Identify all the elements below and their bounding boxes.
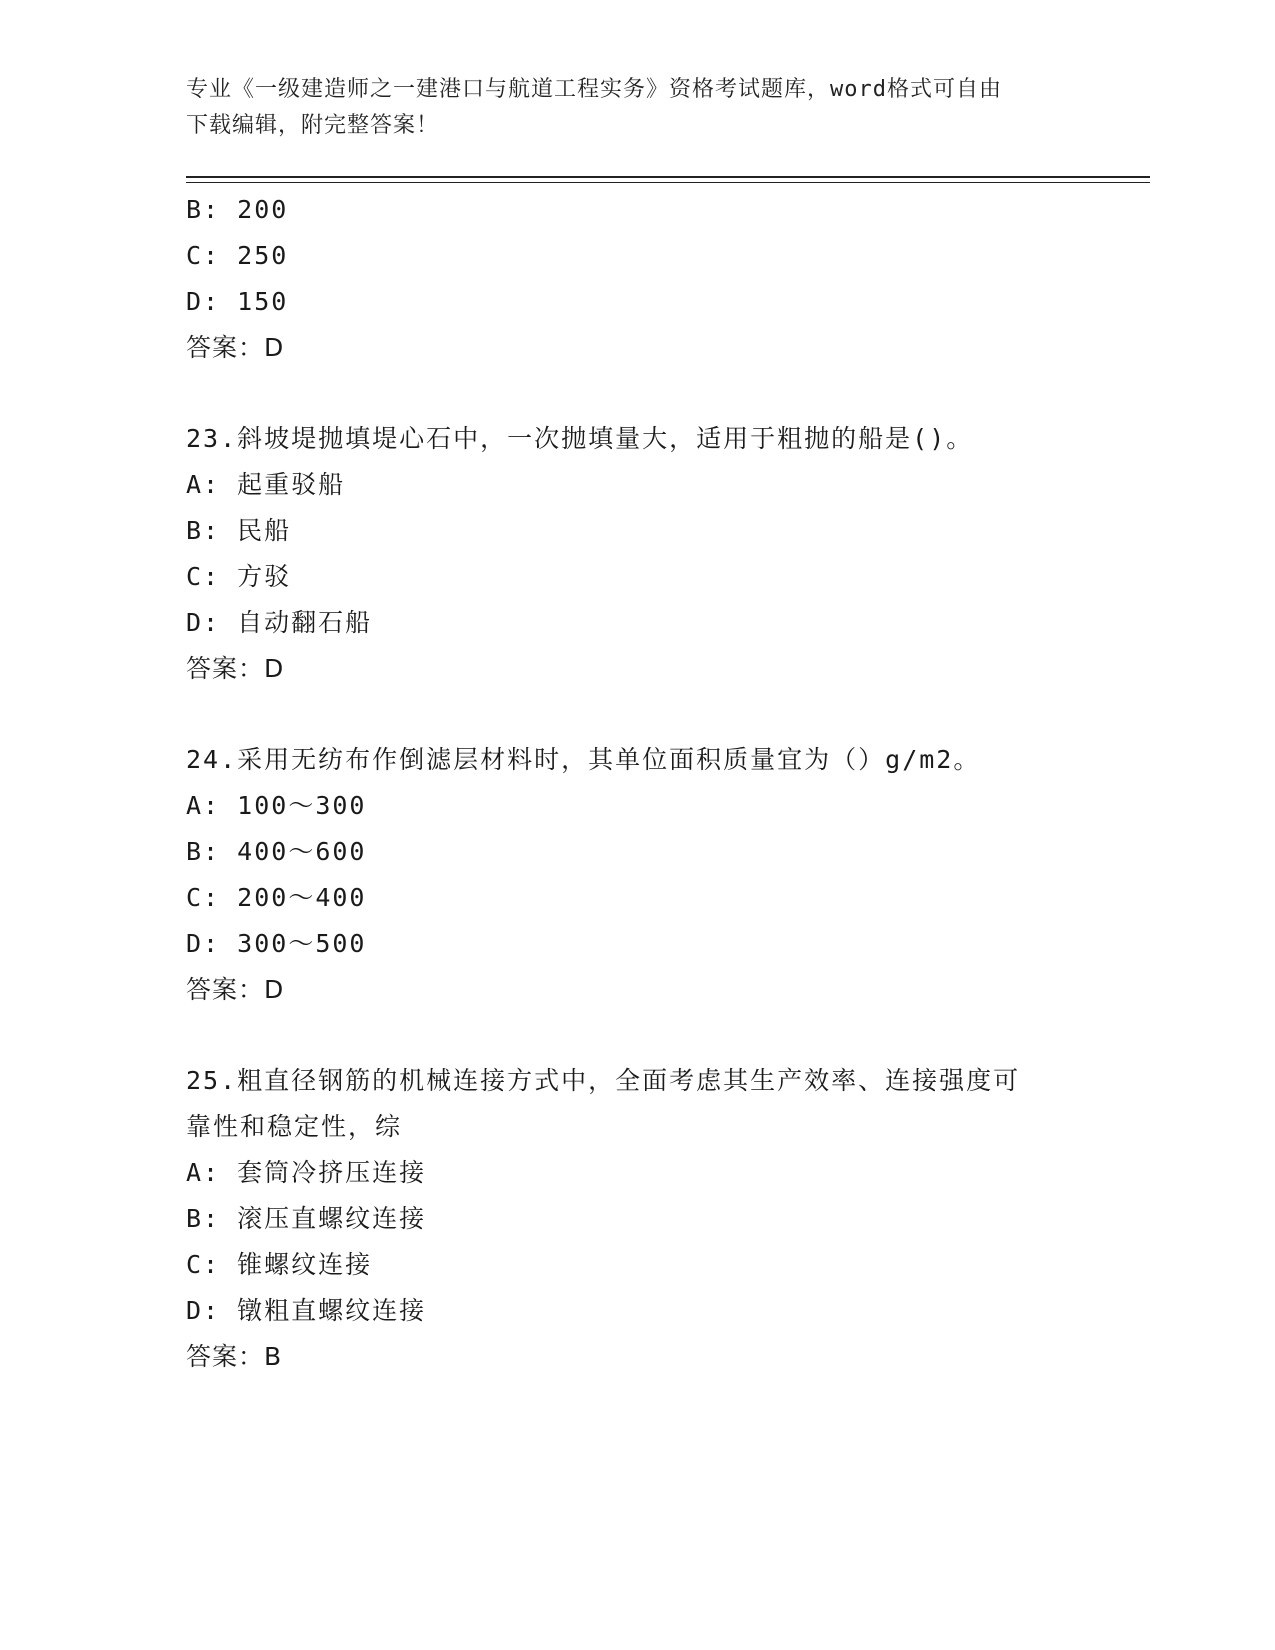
answer-line: 答案：B xyxy=(186,1342,283,1371)
option-text: 锥螺纹连接 xyxy=(237,1250,373,1279)
spacer xyxy=(186,1013,1086,1058)
option-text: 200 xyxy=(237,195,289,224)
option-a xyxy=(186,462,1086,508)
answer-line: 答案：D xyxy=(186,654,285,683)
option-label: D: xyxy=(186,929,221,958)
option-label: C: xyxy=(186,562,221,591)
question-24 xyxy=(186,737,1086,1013)
option-d xyxy=(186,1288,1086,1334)
option-text: 起重驳船 xyxy=(237,470,346,499)
question-22-fragment xyxy=(186,187,1086,371)
answer-line: 答案：D xyxy=(186,333,285,362)
option-label: A: xyxy=(186,1158,221,1187)
option-text: 250 xyxy=(237,241,289,270)
question-stem: 24.采用无纺布作倒滤层材料时，其单位面积质量宜为（）g/m2。 xyxy=(186,745,981,774)
option-d xyxy=(186,600,1086,646)
option-label: B: xyxy=(186,837,221,866)
question-list xyxy=(186,187,1086,1380)
option-a xyxy=(186,1150,1086,1196)
option-b xyxy=(186,508,1086,554)
option-text: 民船 xyxy=(237,516,292,545)
question-23 xyxy=(186,416,1086,692)
option-text: 方驳 xyxy=(237,562,292,591)
option-text: 300～500 xyxy=(237,929,367,958)
option-label: C: xyxy=(186,1250,221,1279)
option-label: D: xyxy=(186,1296,221,1325)
option-label: C: xyxy=(186,241,221,270)
option-text: 自动翻石船 xyxy=(237,608,373,637)
question-stem: 23.斜坡堤抛填堤心石中，一次抛填量大，适用于粗抛的船是()。 xyxy=(186,424,974,453)
option-text: 150 xyxy=(237,287,289,316)
option-label: C: xyxy=(186,883,221,912)
option-text: 滚压直螺纹连接 xyxy=(237,1204,427,1233)
option-text: 400～600 xyxy=(237,837,367,866)
option-d xyxy=(186,279,1086,325)
header-divider-thin xyxy=(186,182,1150,183)
option-b xyxy=(186,1196,1086,1242)
question-stem-line-1: 25.粗直径钢筋的机械连接方式中，全面考虑其生产效率、连接强度可 xyxy=(186,1066,1021,1095)
option-text: 200～400 xyxy=(237,883,367,912)
option-d xyxy=(186,921,1086,967)
option-label: B: xyxy=(186,195,221,224)
option-text: 镦粗直螺纹连接 xyxy=(237,1296,427,1325)
option-c xyxy=(186,1242,1086,1288)
option-b xyxy=(186,187,1086,233)
option-label: B: xyxy=(186,1204,221,1233)
question-25 xyxy=(186,1058,1086,1380)
option-c xyxy=(186,233,1086,279)
option-label: B: xyxy=(186,516,221,545)
option-c xyxy=(186,875,1086,921)
option-label: A: xyxy=(186,470,221,499)
option-b xyxy=(186,829,1086,875)
option-text: 套筒冷挤压连接 xyxy=(237,1158,427,1187)
header-line-1: 专业《一级建造师之一建港口与航道工程实务》资格考试题库，word格式可自由 xyxy=(186,77,1002,102)
option-label: D: xyxy=(186,608,221,637)
option-c xyxy=(186,554,1086,600)
option-label: A: xyxy=(186,791,221,820)
spacer xyxy=(186,692,1086,737)
answer-line: 答案：D xyxy=(186,975,285,1004)
header-line-2: 下载编辑，附完整答案！ xyxy=(186,113,440,138)
question-stem-line-2: 靠性和稳定性，综 xyxy=(186,1112,403,1141)
option-label: D: xyxy=(186,287,221,316)
document-header xyxy=(186,72,1066,144)
spacer xyxy=(186,371,1086,416)
header-divider-thick xyxy=(186,176,1150,178)
option-a xyxy=(186,783,1086,829)
option-text: 100～300 xyxy=(237,791,367,820)
